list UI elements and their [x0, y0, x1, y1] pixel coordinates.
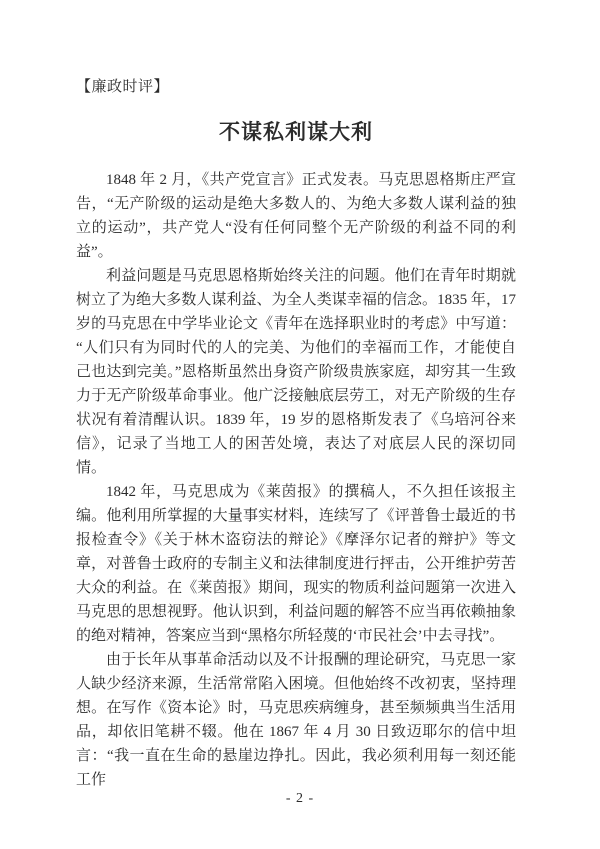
document-title: 不谋私利谋大利 [219, 120, 373, 144]
document-body [76, 168, 516, 792]
paragraph-2: 利益问题是马克思恩格斯始终关注的问题。他们在青年时期就树立了为绝大多数人谋利益、为全人类谋幸福的信念。1835 年，17 岁的马克思在中学毕业论文《青年在选择职业时的考虑》中写道：“人们只有为同时代的人的完美、为他们的幸福而工作，才能使自己也达到完美。”恩格斯虽然出身资产阶级贵族家庭，却穷其一生致力于无产阶级革命事业。他广泛接触底层劳工，对无产阶级的生存状况有着清醒认识。1839 年，19 岁的恩格斯发表了《乌培河谷来信》，记录了当地工人的困苦处境，表达了对底层人民的深切同情。 [76, 268, 516, 476]
section-tag: 【廉政时评】 [76, 79, 170, 95]
paragraph-3: 1842 年，马克思成为《莱茵报》的撰稿人，不久担任该报主编。他利用所掌握的大量事实材料，连续写了《评普鲁士最近的书报检查令》《关于林木盗窃法的辩论》《摩泽尔记者的辩护》等文章，对普鲁士政府的专制主义和法律制度进行抨击，公开维护劳苦大众的利益。在《莱茵报》期间，现实的物质利益问题第一次进入马克思的思想视野。他认识到，利益问题的解答不应当再依赖抽象的绝对精神，答案应当到“黑格尔所轻蔑的‘市民社会’中去寻找”。 [76, 484, 516, 644]
paragraph-1: 1848 年 2 月，《共产党宣言》正式发表。马克思恩格斯庄严宣告，“无产阶级的运动是绝大多数人的、为绝大多数人谋利益的独立的运动”，共产党人“没有任何同整个无产阶级的利益不同的利益”。 [76, 172, 516, 260]
paragraph-4: 由于长年从事革命活动以及不计报酬的理论研究，马克思一家人缺少经济来源，生活常常陷入困境。但他始终不改初衷，坚持理想。在写作《资本论》时，马克思疾病缠身，甚至频频典当生活用品，却依旧笔耕不辍。他在 1867 年 4 月 30 日致迈耶尔的信中坦言：“我一直在生命的悬崖边挣扎。因此，我必须利用每一刻还能工作 [76, 652, 516, 788]
page-number: - 2 - [285, 791, 315, 806]
